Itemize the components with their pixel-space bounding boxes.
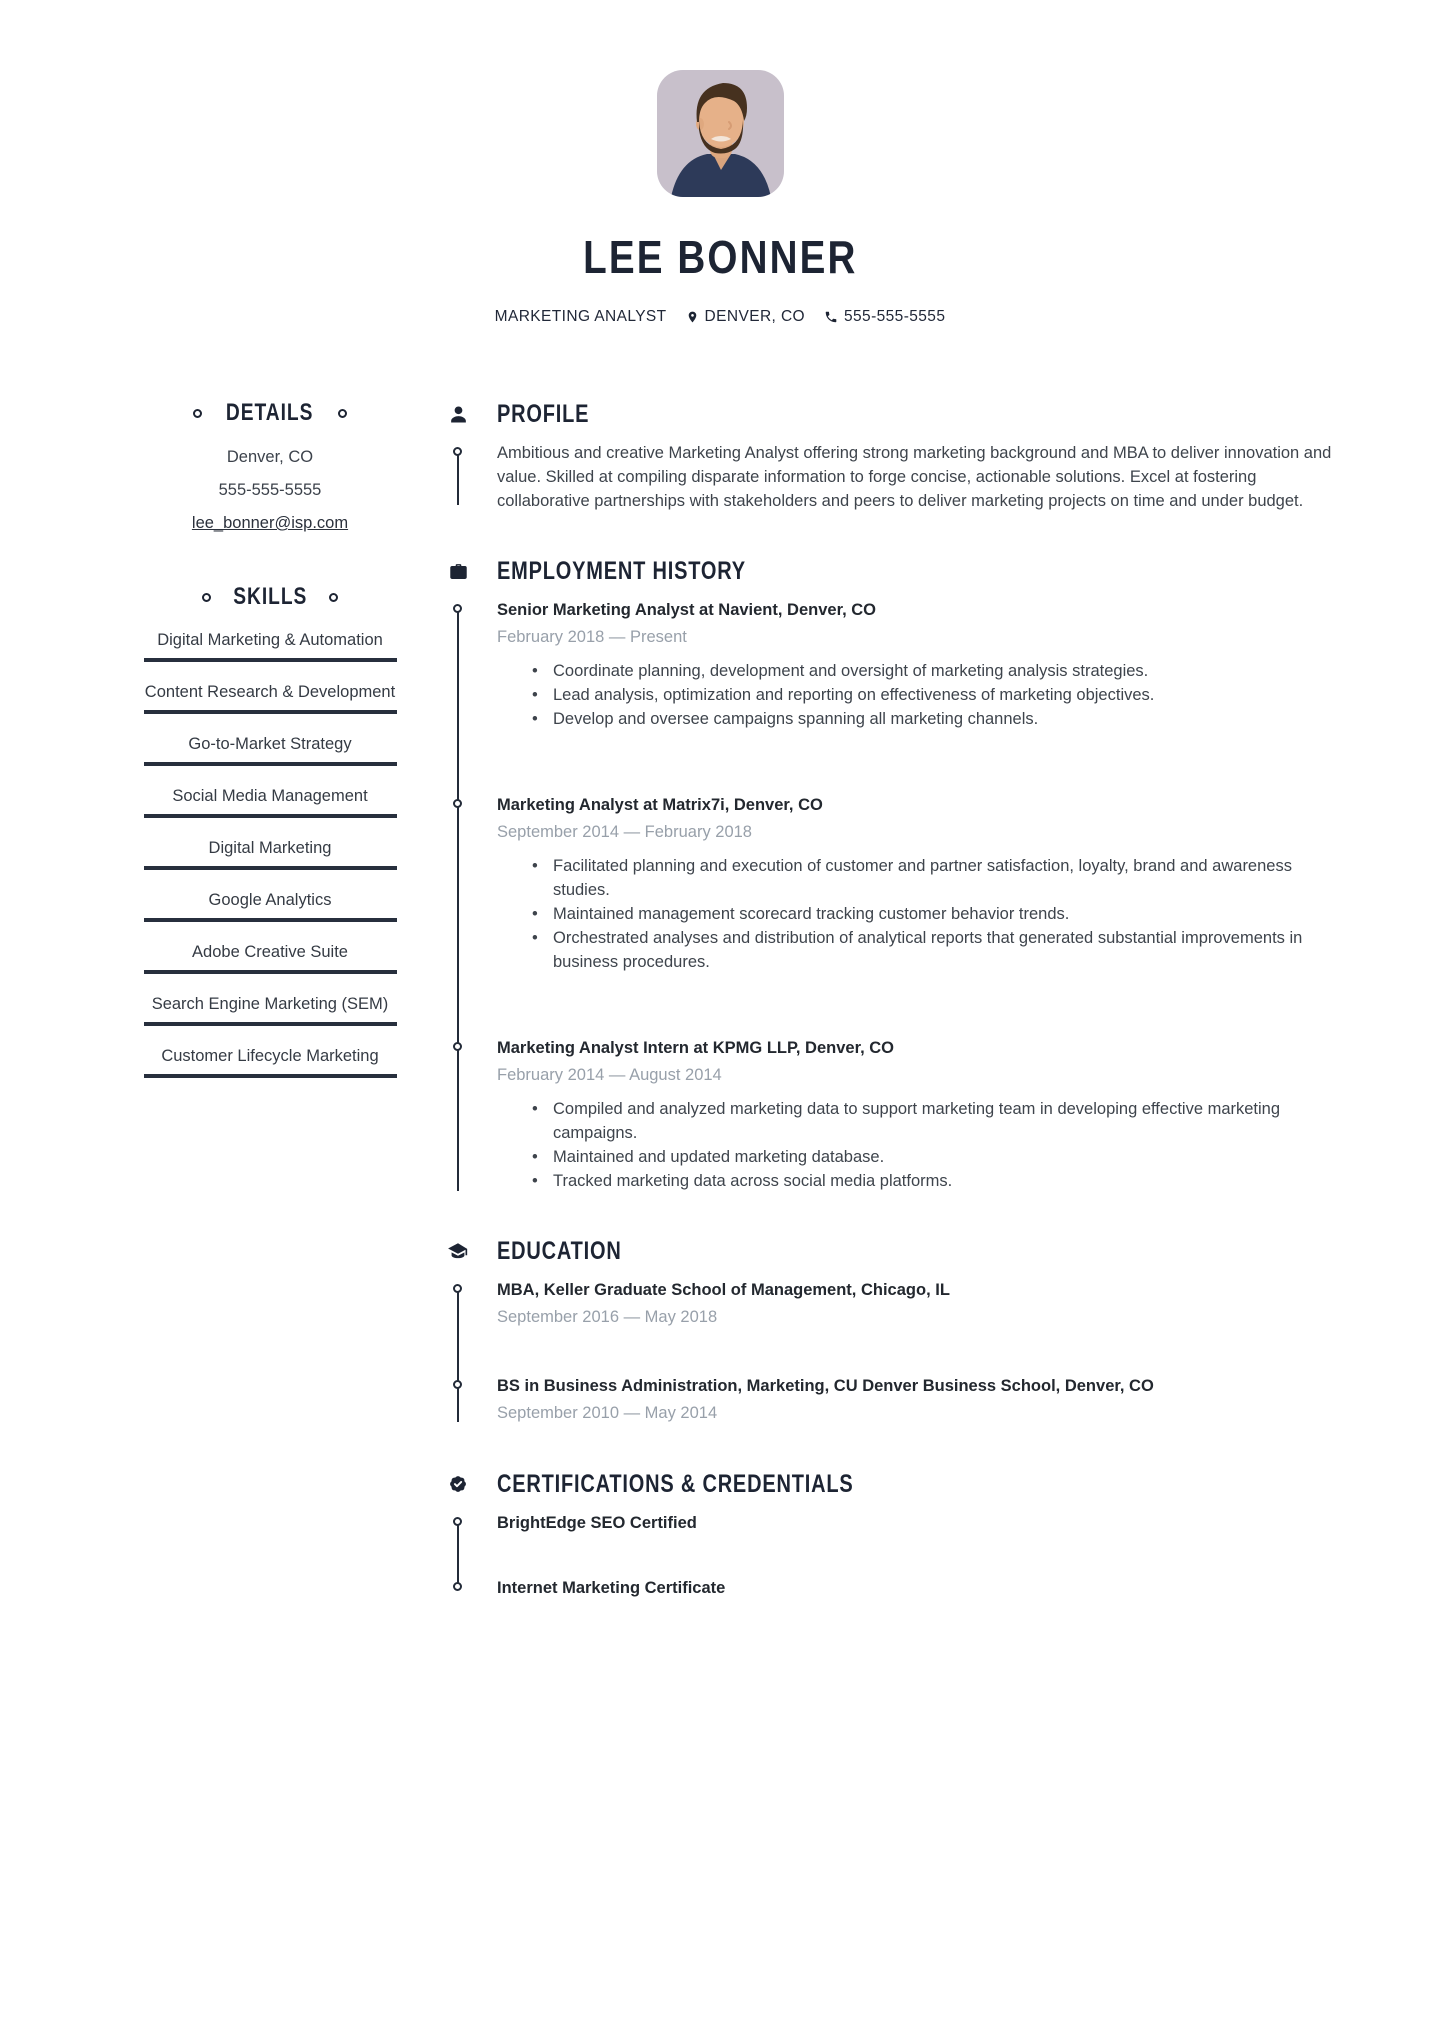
job-dates: February 2014 — August 2014: [497, 1066, 722, 1084]
certification-name: BrightEdge SEO Certified: [497, 1514, 697, 1532]
sidebar: [100, 400, 440, 1078]
education-section: [447, 1237, 1347, 1426]
certifications-section: [447, 1470, 1347, 1601]
profile-title: PROFILE: [497, 400, 590, 428]
job-dates: September 2014 — February 2018: [497, 823, 752, 841]
skill-label: Content Research & Development: [144, 683, 396, 701]
details-block: [100, 441, 440, 540]
header-job-title: [495, 308, 667, 326]
skills-heading: [100, 584, 440, 610]
skill-label: Digital Marketing: [208, 839, 332, 857]
skill-label: Digital Marketing & Automation: [157, 631, 383, 649]
timeline-rail: [457, 1287, 459, 1422]
skill-label: Go-to-Market Strategy: [188, 735, 352, 753]
skill-item: [100, 1043, 440, 1078]
skill-level-bar: [144, 866, 397, 870]
skill-label: Search Engine Marketing (SEM): [151, 995, 389, 1013]
certification-entry: [497, 1511, 1347, 1536]
job-entry: [497, 598, 1347, 731]
skill-label: Social Media Management: [172, 787, 368, 805]
profile-text: Ambitious and creative Marketing Analyst offering strong marketing background and MBA to deliver innovation and value. Skilled at compiling disparate information to forge concise, actionable solutions. Excel at fostering collaborative partnerships with stakeholders and peers to deliver marketing projects on time and under budget.: [497, 444, 1332, 510]
job-bullet: • Compiled and analyzed marketing data to support marketing team in developing effective marketing campaigns.: [532, 1097, 1347, 1145]
phone-text: 555-555-5555: [844, 308, 946, 325]
job-bullets: [497, 1097, 1347, 1193]
skill-level-bar: [144, 658, 397, 662]
skill-level-bar: [144, 918, 397, 922]
header-subline: [0, 308, 1440, 326]
certification-entry: [497, 1576, 1347, 1601]
skill-item: [100, 991, 440, 1026]
ring-icon: [202, 593, 211, 602]
job-entry: [497, 1036, 1347, 1193]
employment-section-header: [447, 557, 1347, 585]
job-title-text: MARKETING ANALYST: [494, 308, 667, 325]
job-title: Senior Marketing Analyst at Navient, Denver, CO: [497, 601, 877, 619]
employment-section: [447, 557, 1347, 1193]
details-heading-text: DETAILS: [226, 399, 314, 426]
candidate-name: LEE BONNER: [582, 231, 858, 283]
profile-body: [447, 441, 1347, 513]
skill-level-bar: [144, 762, 397, 766]
job-bullet: • Coordinate planning, development and oversight of marketing analysis strategies.: [532, 659, 1347, 683]
skill-item: [100, 679, 440, 714]
phone-icon: [824, 310, 838, 324]
job-title: Marketing Analyst Intern at KPMG LLP, Denver, CO: [497, 1039, 895, 1057]
timeline-rail: [457, 1520, 459, 1587]
timeline-rail: [457, 607, 459, 1191]
briefcase-icon: [447, 561, 469, 582]
skill-item: [100, 887, 440, 922]
education-entry: [497, 1374, 1347, 1426]
person-icon: [447, 404, 469, 425]
profile-entry: [497, 441, 1347, 513]
profile-photo: [657, 70, 784, 197]
skill-label: Customer Lifecycle Marketing: [161, 1047, 379, 1065]
timeline-rail: [457, 450, 459, 505]
graduation-cap-icon: [447, 1240, 469, 1262]
job-bullet: • Develop and oversee campaigns spanning all marketing channels.: [532, 707, 1347, 731]
portrait-illustration: [657, 70, 784, 197]
skill-item: [100, 939, 440, 974]
employment-body: [447, 598, 1347, 1193]
location-pin-icon: [686, 309, 699, 325]
job-bullet: • Lead analysis, optimization and reporting on effectiveness of marketing objectives.: [532, 683, 1347, 707]
job-bullet: • Maintained management scorecard tracking customer behavior trends.: [532, 902, 1347, 926]
education-degree: BS in Business Administration, Marketing, CU Denver Business School, Denver, CO: [497, 1377, 1154, 1395]
location-text: DENVER, CO: [704, 308, 806, 325]
skill-item: [100, 731, 440, 766]
content-columns: [0, 400, 1440, 1645]
resume-header: [0, 0, 1440, 326]
education-title: EDUCATION: [497, 1237, 622, 1265]
email-link[interactable]: lee_bonner@isp.com: [191, 514, 349, 532]
details-phone: 555-555-5555: [218, 481, 322, 499]
education-dates: September 2010 — May 2014: [497, 1404, 718, 1422]
job-bullets: [497, 854, 1347, 974]
skill-level-bar: [144, 1022, 397, 1026]
education-degree: MBA, Keller Graduate School of Management, Chicago, IL: [497, 1281, 950, 1299]
job-dates: February 2018 — Present: [497, 628, 687, 646]
skill-level-bar: [144, 970, 397, 974]
skill-level-bar: [144, 814, 397, 818]
job-bullets: [497, 659, 1347, 731]
profile-section-header: [447, 400, 1347, 428]
header-location: [686, 308, 805, 326]
education-entry: [497, 1278, 1347, 1330]
skill-item: [100, 783, 440, 818]
skill-label: Google Analytics: [208, 891, 332, 909]
certifications-title: CERTIFICATIONS & CREDENTIALS: [497, 1470, 854, 1498]
skill-item: [100, 627, 440, 662]
certifications-section-header: [447, 1470, 1347, 1498]
education-section-header: [447, 1237, 1347, 1265]
skill-label: Adobe Creative Suite: [192, 943, 348, 961]
main-column: [447, 400, 1347, 1645]
education-dates: September 2016 — May 2018: [497, 1308, 718, 1326]
ring-icon: [193, 409, 202, 418]
job-bullet: • Facilitated planning and execution of customer and partner satisfaction, loyalty, brand and awareness studies.: [532, 854, 1347, 902]
details-heading: [100, 400, 440, 426]
job-bullet: • Tracked marketing data across social media platforms.: [532, 1169, 1347, 1193]
skill-level-bar: [144, 710, 397, 714]
certification-name: Internet Marketing Certificate: [497, 1579, 726, 1597]
details-city: Denver, CO: [226, 448, 314, 466]
profile-section: [447, 400, 1347, 513]
job-bullet: • Maintained and updated marketing database.: [532, 1145, 1347, 1169]
ring-icon: [329, 593, 338, 602]
skills-section: [100, 584, 440, 1078]
certifications-body: [447, 1511, 1347, 1601]
education-body: [447, 1278, 1347, 1426]
employment-title: EMPLOYMENT HISTORY: [497, 557, 746, 585]
skill-item: [100, 835, 440, 870]
ring-icon: [338, 409, 347, 418]
skills-heading-text: SKILLS: [232, 583, 308, 610]
job-bullet: • Orchestrated analyses and distribution of analytical reports that generated substantial improvements in business procedures.: [532, 926, 1347, 974]
job-entry: [497, 793, 1347, 974]
details-email-line: [100, 507, 440, 540]
certificate-badge-icon: [447, 1473, 469, 1495]
skill-level-bar: [144, 1074, 397, 1078]
header-phone: [824, 308, 945, 326]
job-title: Marketing Analyst at Matrix7i, Denver, CO: [497, 796, 823, 814]
